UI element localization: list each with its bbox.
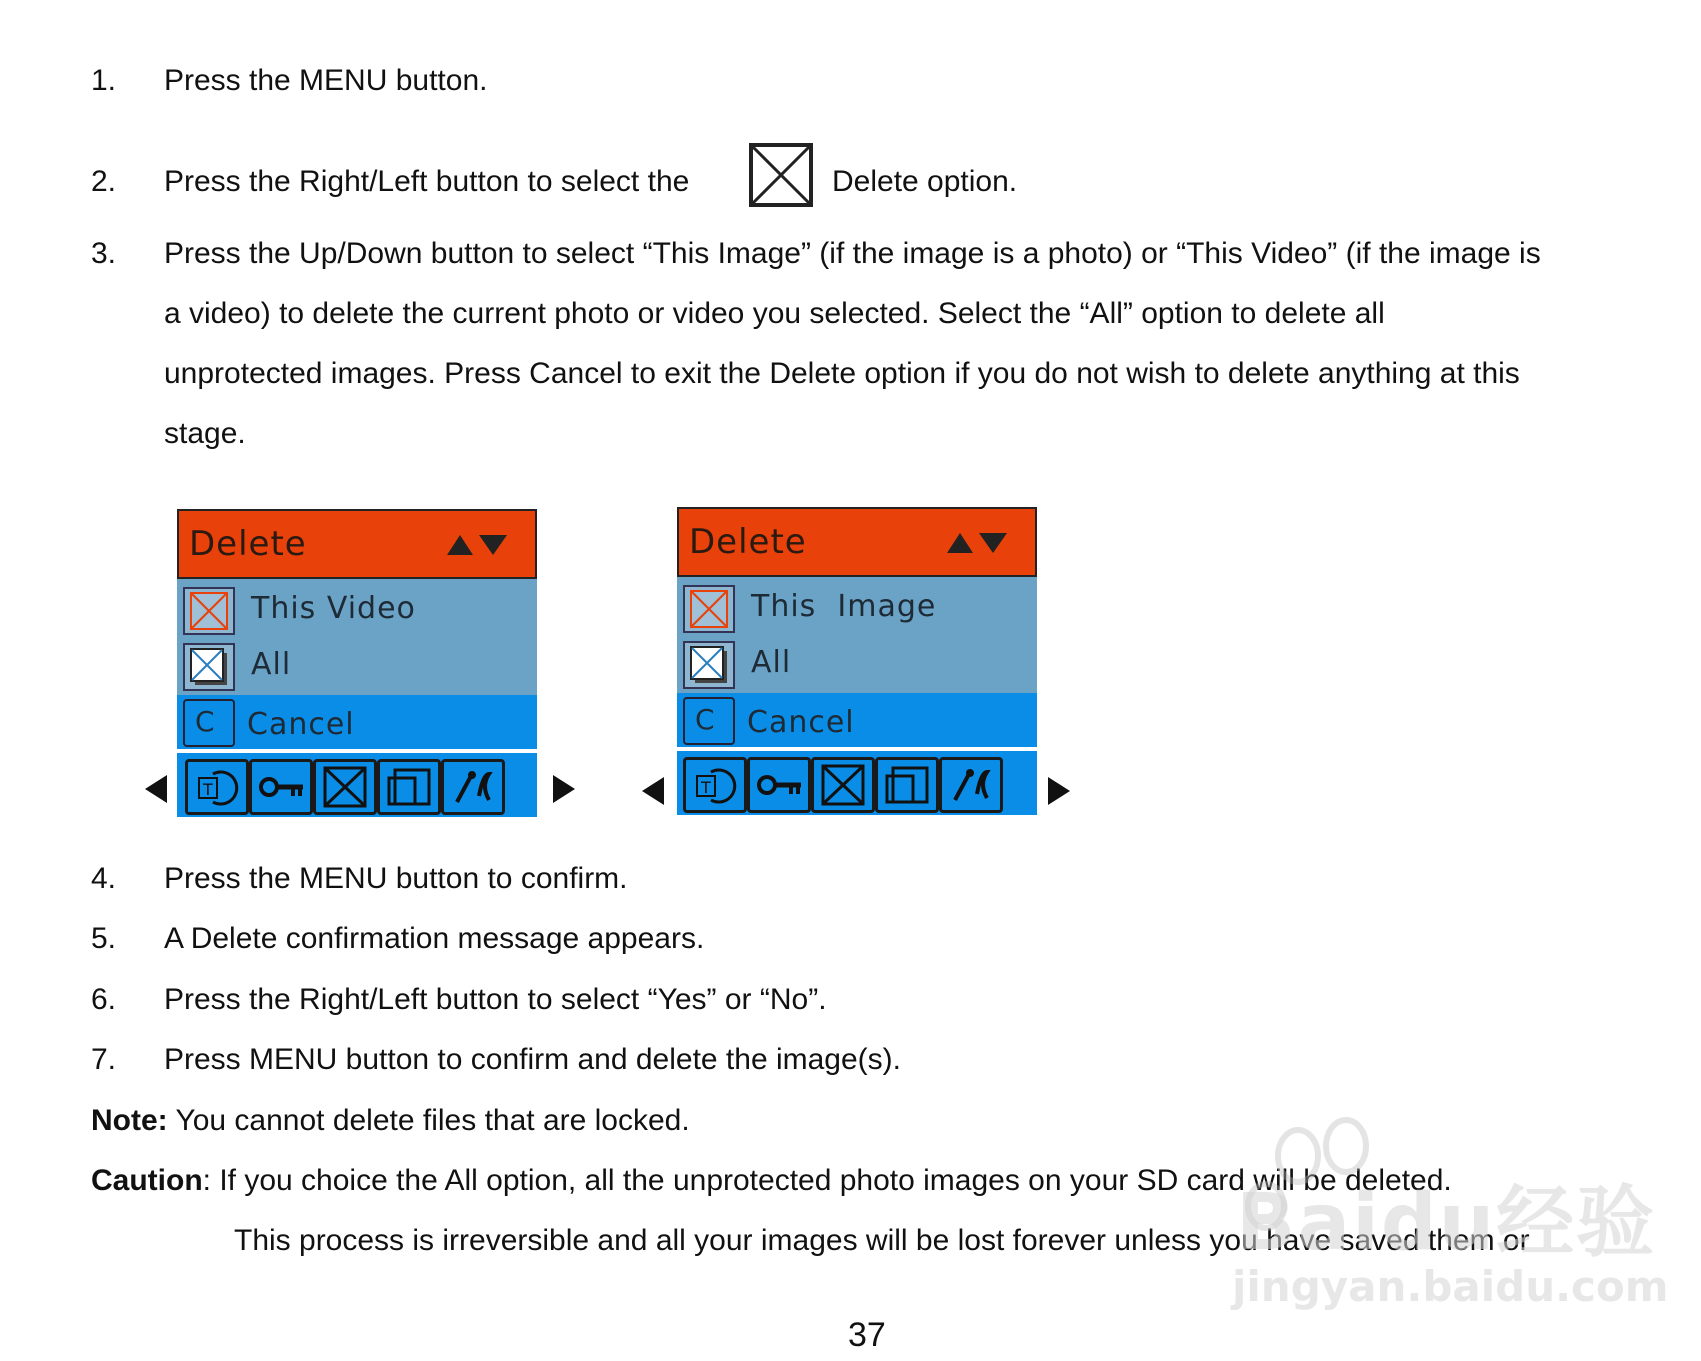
- watermark-site: jingyan.baidu.com: [1232, 1262, 1669, 1311]
- menu-item-this-video[interactable]: [177, 579, 537, 635]
- timer-icon[interactable]: [683, 757, 747, 813]
- step-text: Press the Right/Left button to select the: [164, 165, 690, 198]
- up-down-arrows-icon: [445, 533, 509, 557]
- menu-toolbar: [177, 753, 537, 817]
- frame-icon[interactable]: [875, 757, 939, 813]
- step-text: Press the MENU button.: [164, 64, 488, 97]
- note-label: Note:: [91, 1104, 168, 1137]
- note-text: You cannot delete files that are locked.: [167, 1104, 690, 1137]
- step-number: 3.: [91, 237, 117, 270]
- menu-header: [677, 507, 1037, 577]
- cancel-icon: C: [683, 697, 735, 745]
- step-number: 2.: [91, 165, 117, 198]
- delete-one-icon: [683, 585, 735, 633]
- menu-toolbar: [677, 751, 1037, 815]
- menu-options: [177, 579, 537, 695]
- tools-icon[interactable]: [441, 759, 505, 815]
- step-text-line: unprotected images. Press Cancel to exit the Delete option if you do not wish to delete anything at this: [164, 357, 1520, 390]
- menu-title: Delete: [189, 524, 307, 564]
- nav-left-arrow-icon[interactable]: [642, 777, 664, 805]
- step-number: 6.: [91, 983, 117, 1016]
- delete-icon[interactable]: [313, 759, 377, 815]
- tools-icon[interactable]: [939, 757, 1003, 813]
- step-text: Delete option.: [832, 165, 1018, 198]
- delete-icon: [748, 142, 814, 208]
- step-text-line: stage.: [164, 417, 246, 450]
- menu-item-cancel[interactable]: [177, 695, 537, 749]
- up-down-arrows-icon: [945, 531, 1009, 555]
- menu-item-label: All: [251, 647, 292, 682]
- step-text-line: Press the Up/Down button to select “This Image” (if the image is a photo) or “This Video” (if the image is: [164, 237, 1541, 270]
- menu-item-label: This Image: [751, 589, 937, 624]
- menu-options: [677, 577, 1037, 693]
- menu-item-all[interactable]: [177, 635, 537, 691]
- caution-line2: This process is irreversible and all your images will be lost forever unless you have saved them or: [234, 1224, 1530, 1257]
- frame-icon[interactable]: [377, 759, 441, 815]
- menu-item-this-image[interactable]: [677, 577, 1037, 633]
- step-number: 4.: [91, 862, 117, 895]
- delete-all-icon: [183, 643, 235, 691]
- key-lock-icon[interactable]: [249, 759, 313, 815]
- caution-text: : If you choice the All option, all the unprotected photo images on your SD card will be deleted.: [202, 1164, 1452, 1197]
- svg-text:T: T: [203, 780, 213, 799]
- menu-item-label: This Video: [251, 591, 416, 626]
- page-number: 37: [848, 1316, 886, 1354]
- nav-right-arrow-icon[interactable]: [1048, 777, 1070, 805]
- menu-item-label: Cancel: [747, 705, 855, 740]
- cancel-icon: C: [183, 699, 235, 747]
- nav-right-arrow-icon[interactable]: [553, 775, 575, 803]
- timer-icon[interactable]: [185, 759, 249, 815]
- step-number: 7.: [91, 1043, 117, 1076]
- step-text: Press the Right/Left button to select “Yes” or “No”.: [164, 983, 827, 1016]
- menu-title: Delete: [689, 522, 807, 562]
- menu-item-all[interactable]: [677, 633, 1037, 689]
- svg-text:T: T: [701, 778, 711, 797]
- caution-label: Caution: [91, 1164, 203, 1197]
- delete-icon[interactable]: [811, 757, 875, 813]
- step-text: Press the MENU button to confirm.: [164, 862, 628, 895]
- menu-header: [177, 509, 537, 579]
- delete-one-icon: [183, 587, 235, 635]
- step-text: Press MENU button to confirm and delete the image(s).: [164, 1043, 901, 1076]
- watermark-brand: Baidu经验: [1236, 1178, 1657, 1268]
- nav-left-arrow-icon[interactable]: [145, 775, 167, 803]
- note: [91, 1104, 690, 1138]
- menu-item-label: All: [751, 645, 792, 680]
- step-text-line: a video) to delete the current photo or video you selected. Select the “All” option to delete all: [164, 297, 1385, 330]
- step-number: 5.: [91, 922, 117, 955]
- key-lock-icon[interactable]: [747, 757, 811, 813]
- menu-item-label: Cancel: [247, 707, 355, 742]
- delete-all-icon: [683, 641, 735, 689]
- menu-item-cancel[interactable]: [677, 693, 1037, 747]
- step-number: 1.: [91, 64, 117, 97]
- step-text: A Delete confirmation message appears.: [164, 922, 705, 955]
